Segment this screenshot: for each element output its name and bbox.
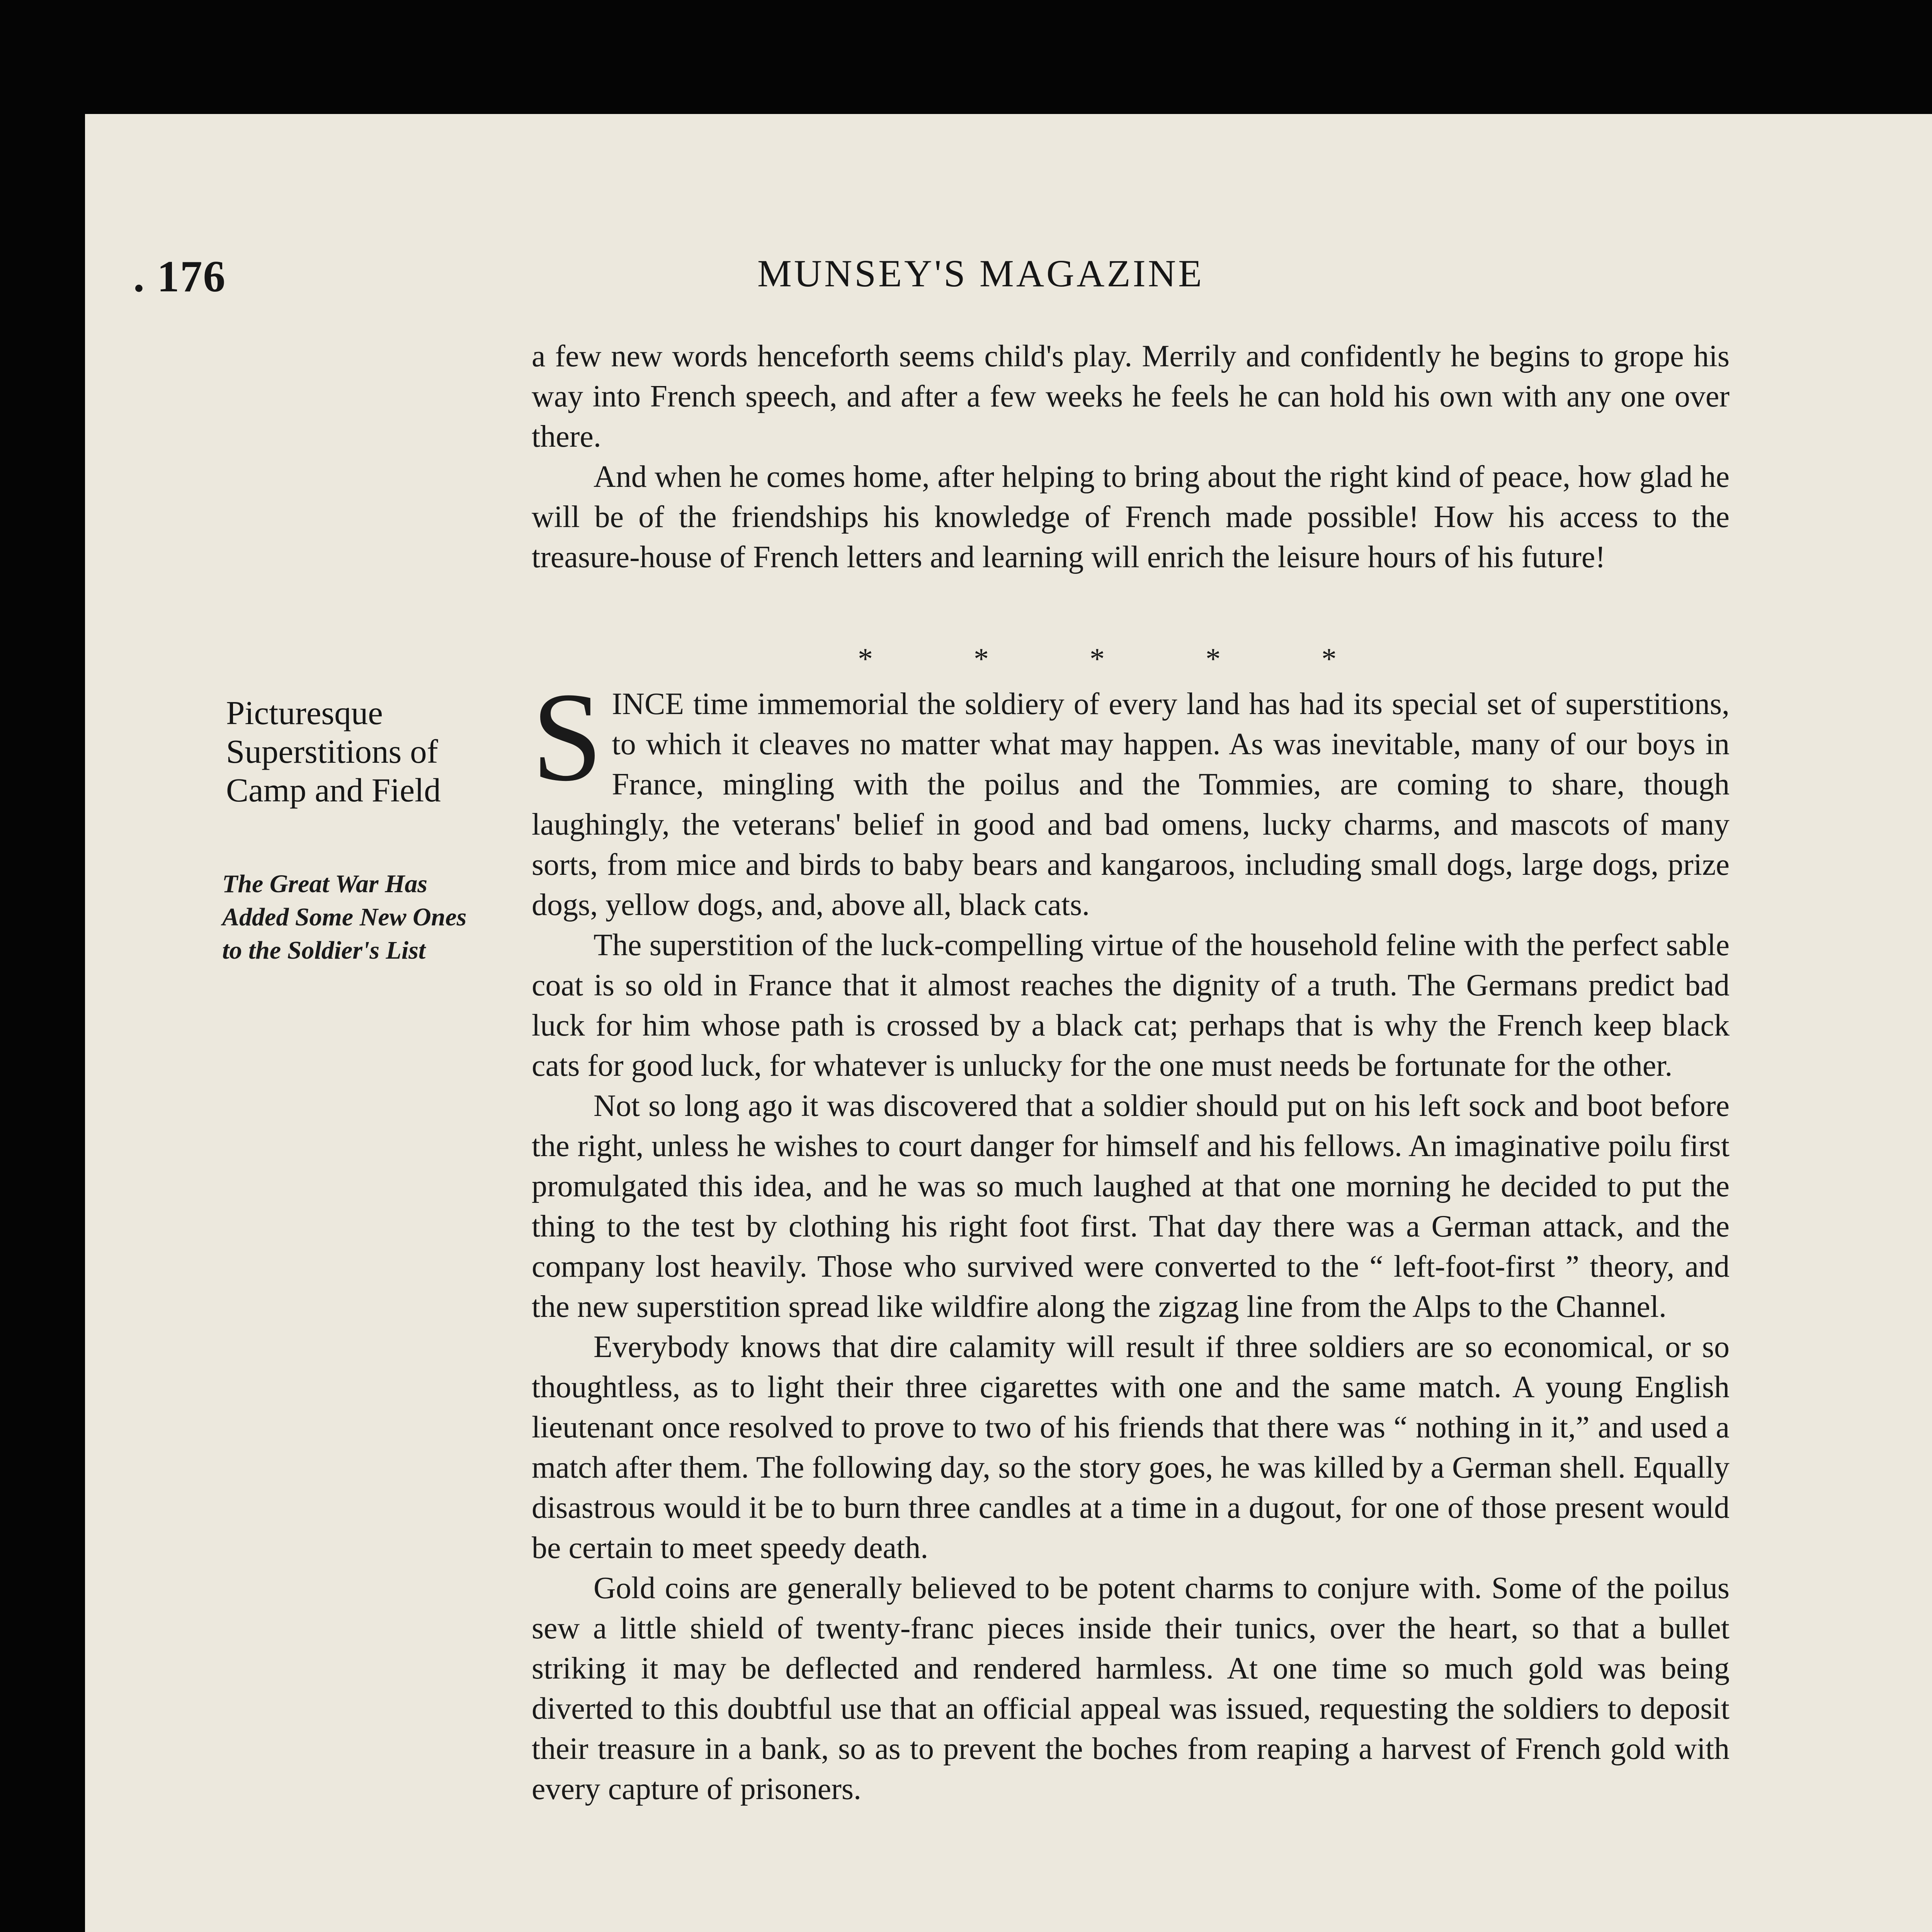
intro-paragraph-2: And when he comes home, after helping to bring about the right kind of peace, how glad he will be of the friendships his knowledge of French made possible! How his access to the treasure-house of French letters and learning will enrich the leisure hours of his future! bbox=[532, 460, 1730, 574]
sidebar-subtitle-superstitions: The Great War Has Added Some New Ones to the Soldier's List bbox=[222, 870, 467, 964]
superstitions-paragraph-4: Everybody knows that dire calamity will result if three soldiers are so economical, or so thoughtless, as to light their three cigarettes with one and the same match. A young English lieutenant once resolved to prove to two of his friends that there was “ nothing in it,” and used a match after them. The following day, so the story goes, he was killed by a German shell. Equally disastrous would it be to burn three candles at a time in a dugout, for one of those present would be certain to meet speedy death. bbox=[532, 1330, 1730, 1565]
page-number: . 176 bbox=[133, 252, 226, 301]
superstitions-paragraph-3: Not so long ago it was discovered that a soldier should put on his left sock and boot before the right, unless he wishes to court danger for himself and his fellows. An imaginative poilu first promulgated this idea, and he was so much laughed at that one morning he decided to put the thing to the test by clothing his right foot first. That day there was a German attack, and the company lost heavily. Those who survived were converted to the “ left-foot-first ” theory, and the new superstition spread like wildfire along the zigzag line from the Alps to the Channel. bbox=[532, 1089, 1730, 1324]
section-separator-1: * * * * * bbox=[858, 642, 1337, 675]
drop-cap-s: S bbox=[532, 667, 603, 808]
intro-text bbox=[532, 336, 1730, 577]
article-superstitions bbox=[532, 667, 1730, 1809]
sidebar-title-superstitions: Picturesque Superstitions of Camp and Field bbox=[226, 694, 441, 809]
superstitions-paragraph-2: The superstition of the luck-compelling virtue of the household feline with the perfect sable coat is so old in France that it almost reaches the dignity of a truth. The Germans predict bad luck for him whose path is crossed by a black cat; perhaps that is why the French keep black cats for good luck, for whatever is unlucky for the one must needs be fortunate for the other. bbox=[532, 928, 1730, 1083]
superstitions-paragraph-5: Gold coins are generally believed to be potent charms to conjure with. Some of the poilus sew a little shield of twenty-franc pieces inside their tunics, over the heart, so that a bullet striking it may be deflected and rendered harmless. At one time so much gold was being diverted to this doubtful use that an official appeal was issued, requesting the soldiers to deposit their treasure in a bank, so as to prevent the boches from reaping a harvest of French gold with every capture of prisoners. bbox=[532, 1571, 1730, 1806]
superstitions-paragraph-1: INCE time immemorial the soldiery of every land has had its special set of superstitions, to which it cleaves no matter what may happen. As was inevitable, many of our boys in France, mingling with the poilus and the Tommies, are coming to share, though laughingly, the veterans' belief in good and bad omens, lucky charms, and mascots of many sorts, from mice and birds to baby bears and kangaroos, including small dogs, large dogs, prize dogs, yellow dogs, and, above all, black cats. bbox=[532, 687, 1730, 922]
intro-paragraph-1: a few new words henceforth seems child's play. Merrily and confidently he begins to grope his way into French speech, and after a few weeks he feels he can hold his own with any one over there. bbox=[532, 339, 1730, 454]
running-head: MUNSEY'S MAGAZINE bbox=[757, 252, 1204, 295]
